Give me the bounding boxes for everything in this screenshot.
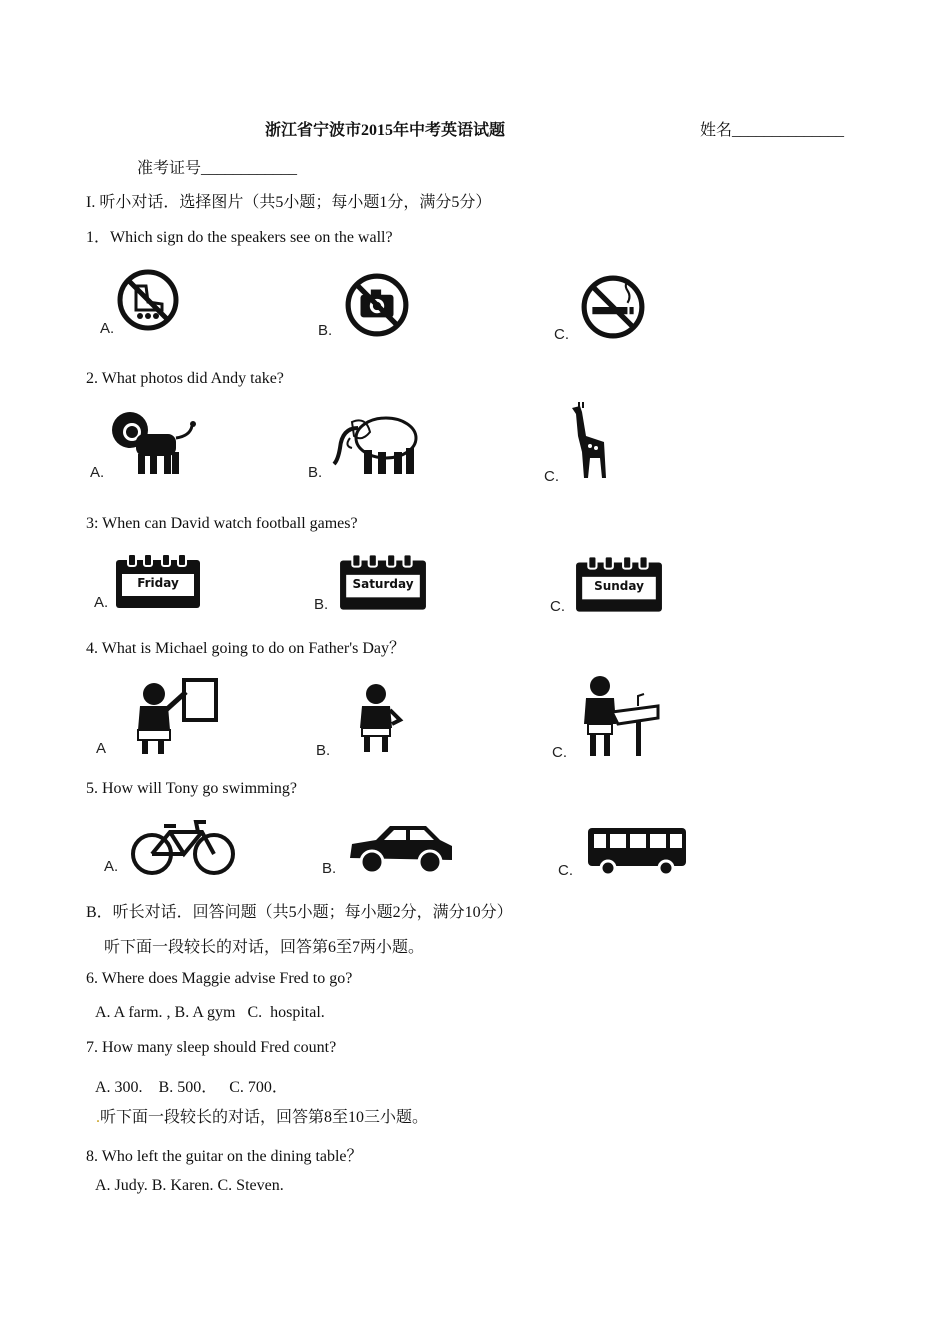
no-smoking-sign-icon — [580, 274, 646, 340]
option-label: A. — [90, 464, 105, 481]
option-label: B. — [318, 322, 333, 339]
question-7-text: 7. How many sleep should Fred count? — [86, 1039, 337, 1056]
question-5-options — [86, 812, 706, 884]
calendar-day-text: Sunday — [594, 579, 644, 593]
calendar-saturday-icon — [338, 552, 428, 612]
no-camera-sign-icon — [344, 272, 410, 338]
question-7-options: A. 300. B. 500． C. 700． — [95, 1079, 288, 1096]
calendar-day-text: Saturday — [352, 577, 414, 591]
calendar-sunday-icon — [574, 554, 664, 614]
boy-cleaning-window-icon — [124, 676, 220, 758]
elephant-icon — [332, 408, 426, 478]
question-3-options — [86, 548, 706, 618]
boy-exercising-icon — [348, 682, 404, 756]
option-label: A — [96, 740, 107, 757]
instruction-text: 听下面一段较长的对话，回答第8至10三小题。 — [100, 1109, 429, 1126]
instruction-text: 听下面一段较长的对话，回答第6至7两小题。 — [104, 939, 425, 956]
section-b-heading: B．听长对话．回答问题（共5小题；每小题2分，满分10分） — [86, 904, 513, 921]
question-6-text: 6. Where does Maggie advise Fred to go? — [86, 970, 353, 987]
section-1-heading: I. 听小对话．选择图片（共5小题；每小题1分，满分5分） — [86, 194, 492, 211]
question-1-options — [86, 258, 706, 346]
calendar-friday-icon — [114, 552, 202, 610]
no-skating-sign-icon — [116, 268, 180, 332]
question-4-options — [86, 668, 706, 762]
giraffe-icon — [566, 402, 616, 482]
option-label: B. — [314, 596, 329, 613]
option-label: A. — [104, 858, 119, 875]
option-label: C. — [554, 326, 569, 343]
question-2-options — [86, 402, 706, 494]
instruction-text-2 — [96, 1104, 428, 1127]
boy-washing-dishes-icon — [578, 672, 664, 760]
question-8-text: 8. Who left the guitar on the dining table？ — [86, 1148, 363, 1165]
option-label: C. — [552, 744, 567, 761]
car-icon — [348, 822, 454, 876]
option-label: C. — [558, 862, 573, 879]
lion-icon — [106, 406, 200, 478]
stray-mark: . — [96, 1109, 100, 1126]
option-label: B. — [316, 742, 331, 759]
option-label: C. — [544, 468, 559, 485]
calendar-day-text: Friday — [137, 576, 179, 590]
option-label: B. — [308, 464, 323, 481]
question-2-text: 2. What photos did Andy take? — [86, 370, 284, 387]
option-label: A. — [100, 320, 115, 337]
option-label: B. — [322, 860, 337, 877]
bus-icon — [586, 824, 688, 876]
question-6-options: A. A farm. , B. A gym C. hospital. — [95, 1004, 325, 1021]
question-5-text: 5. How will Tony go swimming? — [86, 780, 298, 797]
exam-id-field-label: 准考证号____________ — [137, 160, 298, 177]
name-field-label: 姓名______________ — [700, 122, 845, 139]
option-label: A. — [94, 594, 109, 611]
page-title: 浙江省宁波市2015年中考英语试题 — [265, 122, 506, 139]
option-label: C. — [550, 598, 565, 615]
question-4-text: 4. What is Michael going to do on Father's Day？ — [86, 640, 405, 657]
bicycle-icon — [130, 818, 236, 876]
question-3-text: 3: When can David watch football games? — [86, 515, 358, 532]
question-1-text: 1．Which sign do the speakers see on the wall? — [86, 229, 393, 246]
question-8-options: A. Judy. B. Karen. C. Steven. — [95, 1177, 284, 1194]
